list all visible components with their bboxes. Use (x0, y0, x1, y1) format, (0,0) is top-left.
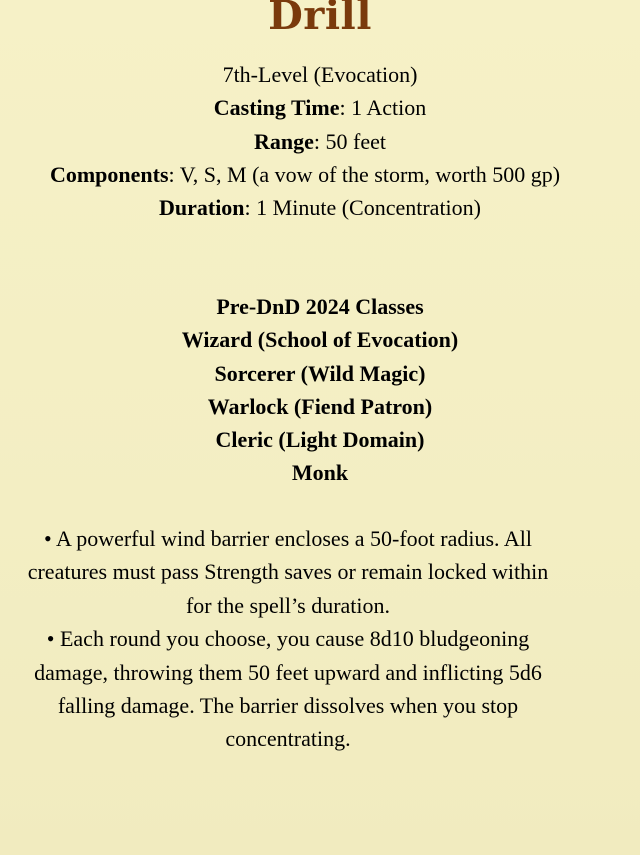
spell-title: Drill (268, 0, 372, 39)
components (10, 158, 630, 191)
class-list-heading: Pre-DnD 2024 Classes (216, 294, 424, 319)
duration-value: : 1 Minute (Concentration) (244, 195, 481, 221)
components-label: Components (49, 161, 169, 187)
range (10, 125, 630, 158)
description-bullet: • Each round you choose, you cause 8d10 bludgeoning damage, throwing them 50 feet upward and inflicting 5d6 falling damage. The barrier dissolves when you stop concentrating. (34, 626, 542, 752)
casting-time (10, 91, 630, 124)
level-school: 7th-Level (Evocation) (222, 62, 418, 87)
class-item: Cleric (Light Domain) (215, 427, 425, 453)
spell-meta (10, 58, 630, 224)
class-item: Sorcerer (Wild Magic) (214, 360, 426, 386)
class-item: Warlock (Fiend Patron) (207, 393, 433, 419)
range-label: Range (254, 128, 314, 154)
description-bullet: • A powerful wind barrier encloses a 50-foot radius. All creatures must pass Strength saves or remain locked within for the spell’s duration. (27, 526, 549, 618)
components-value: : V, S, M (a vow of the storm, worth 500 gp) (168, 161, 561, 187)
range-value: : 50 feet (313, 128, 386, 154)
duration (10, 191, 630, 224)
casting-time-value: : 1 Action (339, 95, 427, 121)
duration-label: Duration (158, 195, 245, 221)
casting-time-label: Casting Time (213, 95, 340, 121)
class-item: Wizard (School of Evocation) (181, 327, 459, 353)
spell-description (14, 522, 558, 756)
class-list (10, 290, 630, 490)
class-item: Monk (291, 460, 349, 486)
